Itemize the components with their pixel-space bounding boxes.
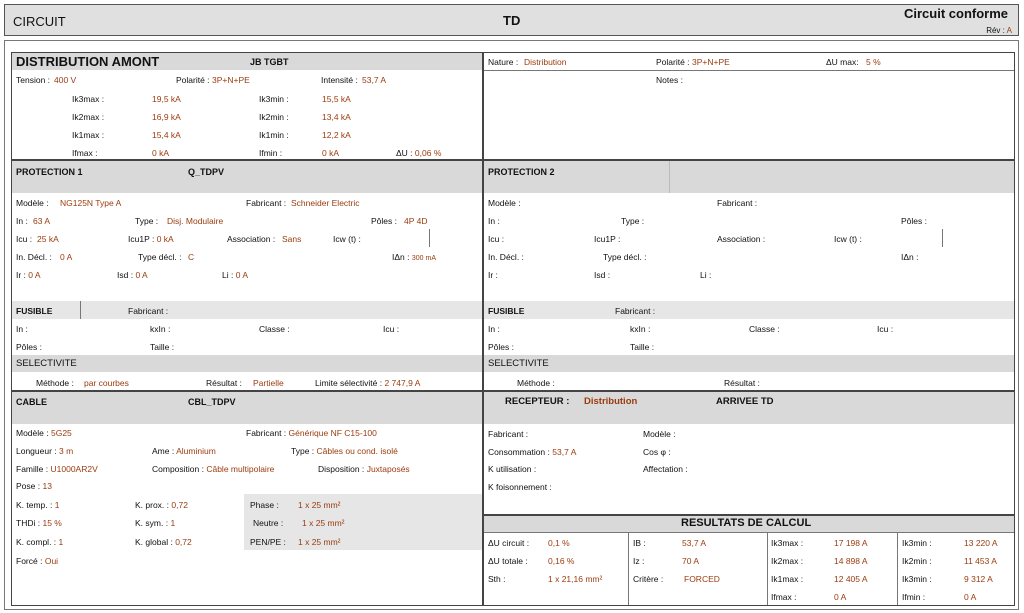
p2-fus-in-label: In :: [488, 324, 500, 334]
amont-ifmin-value: 0 kA: [322, 148, 340, 158]
cable-kglobal-label: K. global :: [135, 537, 173, 547]
p1-resultat-label: Résultat :: [206, 378, 242, 388]
p2-poles-label: Pôles :: [901, 216, 927, 226]
p2-type-label: Type :: [621, 216, 645, 226]
p2-selectivite-title: SELECTIVITE: [488, 358, 549, 369]
protection2-band: [484, 161, 1014, 193]
p1-ir-label: Ir :: [16, 270, 26, 280]
res-ik1max-value: 12 405 A: [834, 574, 868, 584]
res-ik2min-value: 11 453 A: [964, 556, 997, 566]
p1-idn-value: 300 mA: [411, 255, 436, 262]
p1-li-label: Li :: [222, 270, 234, 280]
intensite-label: Intensité :: [321, 75, 358, 85]
cable-band: [12, 392, 482, 424]
p1-methode-label: Méthode :: [36, 378, 74, 388]
tension-label: Tension :: [16, 75, 51, 85]
p1-poles-value: 4P 4D: [404, 216, 428, 226]
circuit-label: CIRCUIT: [13, 14, 66, 29]
p1-modele-label: Modèle :: [16, 198, 49, 208]
header-bar: [4, 4, 1019, 36]
revision: [986, 26, 1012, 35]
p2-fabricant-label: Fabricant :: [717, 198, 758, 208]
p1-typedecl-label: Type décl. :: [138, 252, 182, 262]
p1-fabricant-label: Fabricant :: [246, 198, 287, 208]
p1-assoc-value: Sans: [282, 234, 302, 244]
p2-modele-label: Modèle :: [488, 198, 521, 208]
amont-ik3max-label: Ik3max :: [72, 94, 105, 104]
cable-kcompl-value: 1: [58, 537, 64, 547]
res-ik1max-label: Ik1max :: [771, 574, 804, 584]
cable-longueur-value: 3 m: [59, 446, 74, 456]
p2-fus-taille-label: Taille :: [630, 342, 655, 352]
cable-thdi: [16, 518, 62, 528]
p1-limite-value: 2 747,9 A: [384, 378, 421, 388]
cable-kglobal: [135, 537, 192, 547]
results-title: RESULTATS DE CALCUL: [681, 517, 812, 529]
rev-value: A: [1006, 26, 1012, 35]
amont-ifmin-label: Ifmin :: [259, 148, 283, 158]
cable-kcompl: [16, 537, 63, 547]
p1-in-value: 63 A: [33, 216, 51, 226]
cable-penpe-value: 1 x 25 mm²: [298, 537, 341, 547]
p2-fus-poles-label: Pôles :: [488, 342, 514, 352]
cable-ame-value: Aluminium: [176, 446, 216, 456]
p1-fus-classe-label: Classe :: [259, 324, 290, 334]
cable-composition-value: Câble multipolaire: [206, 464, 275, 474]
recepteur-title: RECEPTEUR :: [505, 396, 570, 407]
cable-disposition-label: Disposition :: [318, 464, 365, 474]
amont-ik1max-value: 15,4 kA: [152, 130, 181, 140]
p2-fusible-title: FUSIBLE: [488, 306, 525, 316]
nature-polarite-label: Polarité :: [656, 57, 690, 67]
p1-type-label: Type :: [135, 216, 159, 226]
cable-force-value: Oui: [44, 556, 59, 566]
p1-type-value: Disj. Modulaire: [167, 216, 224, 226]
res-sth-value: 1 x 21,16 mm²: [548, 574, 603, 584]
nature-divider: [484, 70, 1014, 71]
rev-label: Rév :: [986, 26, 1005, 35]
p1-icw-label: Icw (t) :: [333, 234, 361, 244]
rec-kfois-label: K foisonnement :: [488, 482, 552, 492]
p1-selectivite-band: [12, 355, 482, 372]
rec-fabricant-label: Fabricant :: [488, 429, 529, 439]
notes-label: Notes :: [656, 75, 683, 85]
p1-fus-in-label: In :: [16, 324, 28, 334]
p2-icw-label: Icw (t) :: [834, 234, 862, 244]
p1-icu1p-value: 0 kA: [156, 234, 174, 244]
p1-icw-divider: [429, 229, 430, 247]
p1-selectivite-title: SELECTIVITE: [16, 358, 77, 369]
res-critere-label: Critère :: [633, 574, 664, 584]
rec-cosphi-label: Cos φ :: [643, 447, 671, 457]
cable-pose: [16, 481, 52, 491]
p2-idn-label: IΔn :: [901, 252, 919, 262]
cable-composition: [152, 464, 274, 474]
p1-isd: [117, 270, 148, 280]
status-badge: Circuit conforme: [903, 6, 1008, 21]
cable-ksym-value: 1: [170, 518, 176, 528]
protection1-title: PROTECTION 1: [16, 167, 83, 177]
p2-resultat-label: Résultat :: [724, 378, 760, 388]
p1-icu-label: Icu :: [16, 234, 33, 244]
cable-phase-label: Phase :: [250, 500, 279, 510]
p2-fus-classe-label: Classe :: [749, 324, 780, 334]
amont-ik1min-label: Ik1min :: [259, 130, 289, 140]
res-ik3min-value: 13 220 A: [964, 538, 998, 548]
p1-indecl-label: In. Décl. :: [16, 252, 52, 262]
p2-fusible-band: [484, 301, 1014, 319]
amont-ik1min-value: 12,2 kA: [322, 130, 351, 140]
dumax-value: 5 %: [866, 57, 881, 67]
circuit-name: TD: [503, 13, 521, 28]
p1-icu1p-label: Icu1P :: [128, 234, 155, 244]
p2-isd-label: Isd :: [594, 270, 611, 280]
p1-fusible-title: FUSIBLE: [16, 306, 53, 316]
cable-force: [16, 556, 58, 566]
cable-longueur-label: Longueur :: [16, 446, 57, 456]
cable-fabricant: [246, 428, 377, 438]
cable-kprox-value: 0,72: [171, 500, 188, 510]
amont-ik2max-value: 16,9 kA: [152, 112, 181, 122]
res-dutotale-label: ΔU totale :: [488, 556, 528, 566]
nature-label: Nature :: [488, 57, 519, 67]
rec-conso-value: 53,7 A: [552, 447, 577, 457]
nature-panel: [483, 52, 1015, 160]
p1-indecl-value: 0 A: [60, 252, 73, 262]
p2-selectivite-band: [484, 355, 1014, 372]
res-ib-value: 53,7 A: [682, 538, 707, 548]
p1-poles-label: Pôles :: [371, 216, 397, 226]
dumax-label: ΔU max:: [826, 57, 859, 67]
p2-indecl-label: In. Décl. :: [488, 252, 524, 262]
p2-icu-label: Icu :: [488, 234, 505, 244]
rec-affect-label: Affectation :: [643, 464, 688, 474]
p1-fus-poles-label: Pôles :: [16, 342, 42, 352]
cable-thdi-label: THDi :: [16, 518, 41, 528]
recepteur-arrivee: ARRIVEE TD: [716, 396, 774, 407]
tension-value: 400 V: [54, 75, 77, 85]
res-iz-value: 70 A: [682, 556, 700, 566]
res-ducircuit-label: ΔU circuit :: [488, 538, 530, 548]
res-sth-label: Sth :: [488, 574, 506, 584]
cable-pose-label: Pose :: [16, 481, 41, 491]
res-critere-value: FORCED: [684, 574, 720, 584]
cable-neutre-value: 1 x 25 mm²: [302, 518, 345, 528]
p1-assoc-label: Association :: [227, 234, 276, 244]
amont-du-value: 0,06 %: [414, 148, 442, 158]
cable-fabricant-label: Fabricant :: [246, 428, 287, 438]
cable-penpe-label: PEN/PE :: [250, 537, 286, 547]
protection2-band-divider: [669, 161, 670, 193]
intensite-value: 53,7 A: [362, 75, 387, 85]
results-divider: [484, 532, 1014, 533]
res-ik3min2-label: Ik3min :: [902, 574, 932, 584]
nature-value: Distribution: [524, 57, 567, 67]
amont-ik3min-label: Ik3min :: [259, 94, 289, 104]
res-ik3min2-value: 9 312 A: [964, 574, 993, 584]
cable-kprox-label: K. prox. :: [135, 500, 170, 510]
p1-limite-label: Limite sélectivité :: [315, 378, 383, 388]
rec-conso: [488, 447, 576, 457]
p2-fus-kxin-label: kxIn :: [630, 324, 651, 334]
p2-fus-icu-label: Icu :: [877, 324, 894, 334]
cable-phase-value: 1 x 25 mm²: [298, 500, 341, 510]
p1-isd-value: 0 A: [135, 270, 148, 280]
cable-composition-label: Composition :: [152, 464, 204, 474]
rec-modele-label: Modèle :: [643, 429, 676, 439]
res-ifmax-value: 0 A: [834, 592, 847, 602]
cable-type: [291, 446, 398, 456]
p1-ir: [16, 270, 41, 280]
p1-ir-value: 0 A: [28, 270, 41, 280]
protection2-title: PROTECTION 2: [488, 167, 555, 177]
p1-methode-value: par courbes: [84, 378, 129, 388]
cable-type-value: Câbles ou cond. isolé: [316, 446, 398, 456]
results-col-divider-2: [767, 532, 768, 605]
res-ik3min-label: Ik3min :: [902, 538, 932, 548]
amont-du: [396, 148, 441, 158]
amont-polarite-value: 3P+N+PE: [212, 75, 250, 85]
res-ib-label: IB :: [633, 538, 646, 548]
res-ik3max-value: 17 198 A: [834, 538, 868, 548]
p1-li-value: 0 A: [235, 270, 249, 280]
p1-fus-kxin-label: kxIn :: [150, 324, 171, 334]
cable-neutre-label: Neutre :: [253, 518, 284, 528]
res-ik3max-label: Ik3max :: [771, 538, 804, 548]
recepteur-value: Distribution: [584, 396, 638, 407]
cable-thdi-value: 15 %: [42, 518, 62, 528]
results-col-divider-3: [897, 532, 898, 605]
p1-fusible-divider: [80, 301, 81, 319]
res-ducircuit-value: 0,1 %: [548, 538, 570, 548]
p2-icw-divider: [942, 229, 943, 247]
amont-ik2max-label: Ik2max :: [72, 112, 105, 122]
cable-kglobal-value: 0,72: [175, 537, 192, 547]
p1-idn-label: IΔn :: [392, 252, 410, 262]
amont-ik3min-value: 15,5 kA: [322, 94, 351, 104]
p1-fus-icu-label: Icu :: [383, 324, 400, 334]
p1-icu-value: 25 kA: [37, 234, 59, 244]
p1-limite: [315, 378, 420, 388]
p1-modele-value: NG125N Type A: [60, 198, 122, 208]
p2-typedecl-label: Type décl. :: [603, 252, 647, 262]
p1-li: [222, 270, 248, 280]
p1-idn: [392, 252, 436, 264]
cable-ame: [152, 446, 216, 456]
amont-source: JB TGBT: [250, 57, 289, 67]
amont-ifmax-value: 0 kA: [152, 148, 170, 158]
p1-fabricant-value: Schneider Electric: [291, 198, 360, 208]
cable-ktemp-label: K. temp. :: [16, 500, 53, 510]
res-ifmin-value: 0 A: [964, 592, 977, 602]
rec-kutil-label: K utilisation :: [488, 464, 537, 474]
cable-disposition: [318, 464, 410, 474]
cable-kprox: [135, 500, 188, 510]
cable-kcompl-label: K. compl. :: [16, 537, 57, 547]
amont-ik3max-value: 19,5 kA: [152, 94, 181, 104]
amont-ik2min-value: 13,4 kA: [322, 112, 351, 122]
cable-modele: [16, 428, 72, 438]
amont-ik1max-label: Ik1max :: [72, 130, 105, 140]
p1-isd-label: Isd :: [117, 270, 134, 280]
p1-typedecl-value: C: [188, 252, 195, 262]
p2-ir-label: Ir :: [488, 270, 498, 280]
res-ifmin-label: Ifmin :: [902, 592, 926, 602]
cable-ksym: [135, 518, 175, 528]
cable-force-label: Forcé :: [16, 556, 43, 566]
results-col-divider-1: [628, 532, 629, 605]
cable-modele-label: Modèle :: [16, 428, 49, 438]
cable-title: CABLE: [16, 397, 47, 407]
cable-ame-label: Ame :: [152, 446, 175, 456]
p1-icu1p: [128, 234, 174, 244]
cable-famille-value: U1000AR2V: [50, 464, 98, 474]
p1-fusible-band: [12, 301, 482, 319]
cable-disposition-value: Juxtaposés: [366, 464, 410, 474]
res-dutotale-value: 0,16 %: [548, 556, 575, 566]
cable-famille: [16, 464, 98, 474]
cable-longueur: [16, 446, 73, 456]
p2-fus-fabricant-label: Fabricant :: [615, 306, 656, 316]
cable-pose-value: 13: [42, 481, 52, 491]
p2-assoc-label: Association :: [717, 234, 766, 244]
p2-in-label: In :: [488, 216, 500, 226]
p1-fus-fabricant-label: Fabricant :: [128, 306, 169, 316]
p2-methode-label: Méthode :: [517, 378, 555, 388]
res-ifmax-label: Ifmax :: [771, 592, 797, 602]
amont-polarite-label: Polarité :: [176, 75, 210, 85]
amont-title: DISTRIBUTION AMONT: [16, 54, 160, 69]
protection1-name: Q_TDPV: [188, 167, 225, 177]
cable-ktemp-value: 1: [54, 500, 60, 510]
res-iz-label: Iz :: [633, 556, 645, 566]
cable-modele-value: 5G25: [50, 428, 72, 438]
rec-conso-label: Consommation :: [488, 447, 550, 457]
cable-name: CBL_TDPV: [188, 397, 236, 407]
res-ik2max-value: 14 898 A: [834, 556, 868, 566]
p1-in-label: In :: [16, 216, 28, 226]
p2-icu1p-label: Icu1P :: [594, 234, 621, 244]
protection1-band: [12, 161, 482, 193]
cable-ktemp: [16, 500, 59, 510]
cable-famille-label: Famille :: [16, 464, 49, 474]
nature-polarite-value: 3P+N+PE: [692, 57, 730, 67]
amont-ik2min-label: Ik2min :: [259, 112, 289, 122]
cable-type-label: Type :: [291, 446, 315, 456]
cable-ksym-label: K. sym. :: [135, 518, 169, 528]
amont-ifmax-label: Ifmax :: [72, 148, 98, 158]
res-ik2min-label: Ik2min :: [902, 556, 932, 566]
p1-fus-taille-label: Taille :: [150, 342, 175, 352]
p1-resultat-value: Partielle: [253, 378, 284, 388]
cable-fabricant-value: Générique NF C15-100: [288, 428, 377, 438]
amont-du-label: ΔU :: [396, 148, 413, 158]
res-ik2max-label: Ik2max :: [771, 556, 804, 566]
p2-li-label: Li :: [700, 270, 712, 280]
